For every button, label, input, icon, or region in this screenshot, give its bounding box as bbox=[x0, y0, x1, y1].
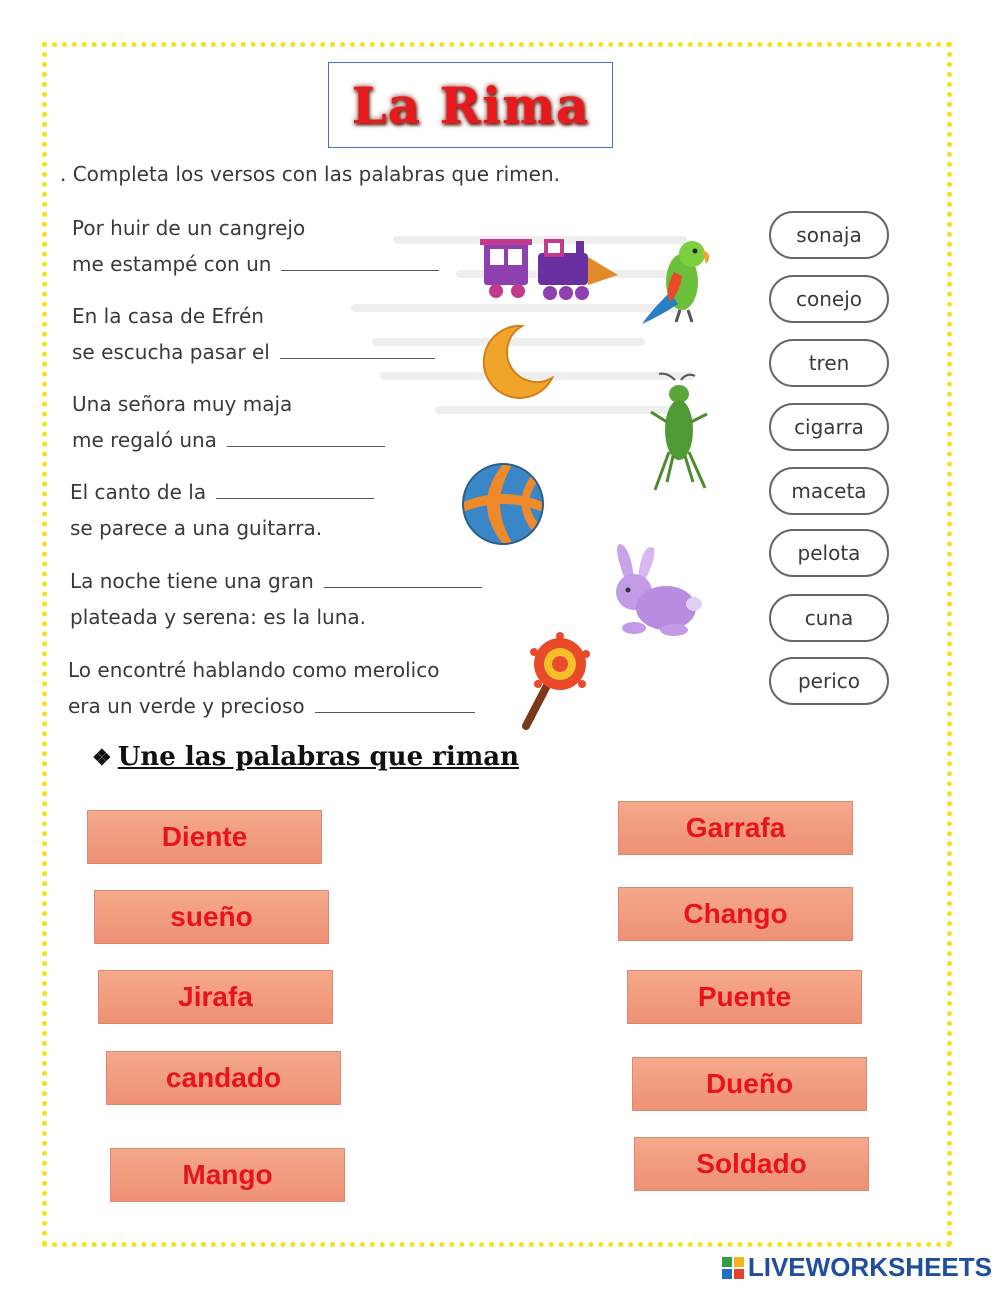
match-right-dueno[interactable]: Dueño bbox=[632, 1057, 867, 1111]
verse-line: me regaló una bbox=[72, 428, 217, 452]
match-left-diente[interactable]: Diente bbox=[87, 810, 322, 864]
verse-line: se parece a una guitarra. bbox=[70, 516, 323, 540]
ball-icon bbox=[461, 462, 545, 546]
word-bank-maceta: maceta bbox=[769, 467, 889, 515]
matching-heading bbox=[92, 742, 519, 772]
verse-6 bbox=[68, 652, 475, 724]
answer-blank[interactable] bbox=[324, 567, 482, 588]
verse-2 bbox=[72, 298, 435, 370]
answer-blank[interactable] bbox=[216, 478, 374, 499]
word-bank-cigarra: cigarra bbox=[769, 403, 889, 451]
match-right-chango[interactable]: Chango bbox=[618, 887, 853, 941]
match-right-garrafa[interactable]: Garrafa bbox=[618, 801, 853, 855]
verse-line: Lo encontré hablando como merolico bbox=[68, 658, 440, 682]
match-left-mango[interactable]: Mango bbox=[110, 1148, 345, 1202]
word-bank-perico: perico bbox=[769, 657, 889, 705]
brand-logo bbox=[722, 1252, 992, 1283]
match-right-soldado[interactable]: Soldado bbox=[634, 1137, 869, 1191]
word-bank-cuna: cuna bbox=[769, 594, 889, 642]
word-bank-conejo: conejo bbox=[769, 275, 889, 323]
match-right-puente[interactable]: Puente bbox=[627, 970, 862, 1024]
answer-blank[interactable] bbox=[281, 250, 439, 271]
instruction-text: . Completa los versos con las palabras que rimen. bbox=[60, 162, 560, 186]
verse-line: era un verde y precioso bbox=[68, 694, 305, 718]
verse-1 bbox=[72, 210, 439, 282]
word-bank-pelota: pelota bbox=[769, 529, 889, 577]
verse-line: me estampé con un bbox=[72, 252, 272, 276]
word-bank-tren: tren bbox=[769, 339, 889, 387]
liveworksheets-logo-icon bbox=[722, 1257, 744, 1279]
answer-blank[interactable] bbox=[315, 692, 475, 713]
verse-line: Una señora muy maja bbox=[72, 392, 293, 416]
rattle-icon bbox=[520, 634, 592, 728]
page-title: La Rima bbox=[351, 75, 590, 135]
answer-blank[interactable] bbox=[227, 426, 385, 447]
verse-line: se escucha pasar el bbox=[72, 340, 270, 364]
verse-3 bbox=[72, 386, 385, 458]
verse-line: plateada y serena: es la luna. bbox=[70, 605, 367, 629]
rabbit-icon bbox=[604, 542, 704, 638]
answer-blank[interactable] bbox=[280, 338, 435, 359]
matching-heading-text: Une las palabras que riman bbox=[117, 742, 519, 772]
verse-4 bbox=[70, 474, 374, 546]
train-icon bbox=[480, 235, 620, 305]
word-bank-sonaja: sonaja bbox=[769, 211, 889, 259]
match-left-sueno[interactable]: sueño bbox=[94, 890, 329, 944]
grasshopper-icon bbox=[645, 372, 715, 494]
brand-text: LIVEWORKSHEETS bbox=[747, 1252, 992, 1282]
title-box bbox=[328, 62, 613, 148]
parrot-icon bbox=[640, 232, 720, 327]
verse-line: La noche tiene una gran bbox=[70, 569, 314, 593]
match-left-jirafa[interactable]: Jirafa bbox=[98, 970, 333, 1024]
match-left-candado[interactable]: candado bbox=[106, 1051, 341, 1105]
verse-5 bbox=[70, 563, 482, 635]
verse-line: En la casa de Efrén bbox=[72, 304, 264, 328]
diamond-bullet-icon: ❖ bbox=[92, 745, 112, 771]
verse-line: El canto de la bbox=[70, 480, 207, 504]
moon-icon bbox=[474, 322, 554, 400]
verse-line: Por huir de un cangrejo bbox=[72, 216, 306, 240]
